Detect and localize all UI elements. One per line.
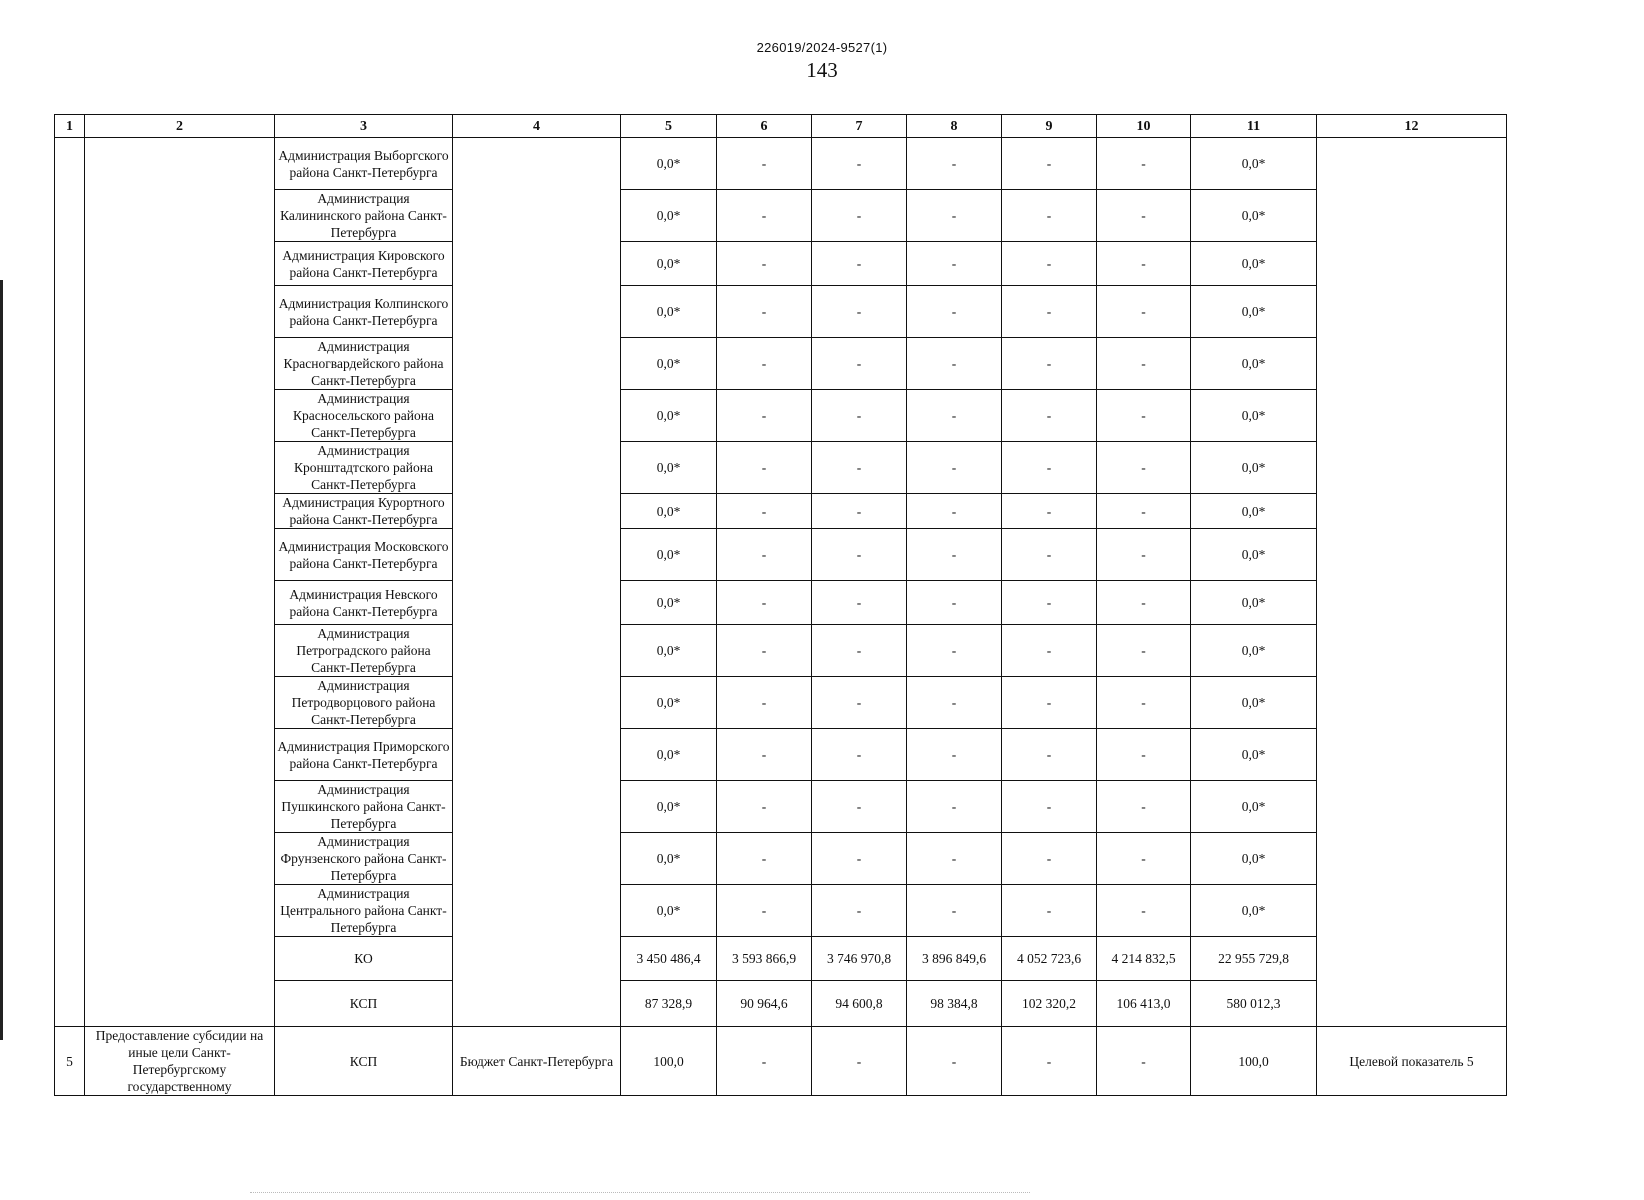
value-cell: 0,0* [1191,833,1317,885]
executor-cell: Администрация Московского района Санкт-Петербурга [275,529,453,581]
value-cell: 0,0* [621,494,717,529]
executor-cell: Администрация Курортного района Санкт-Петербурга [275,494,453,529]
executor-cell: Администрация Фрунзенского района Санкт-Петербурга [275,833,453,885]
total-value-cell: 3 593 866,9 [717,937,812,981]
value-cell: - [717,529,812,581]
executor-cell: Администрация Невского района Санкт-Петербурга [275,581,453,625]
value-cell: - [717,581,812,625]
value-cell: 0,0* [621,190,717,242]
value-cell: - [1097,442,1191,494]
value-cell: - [717,494,812,529]
column-header: 7 [812,115,907,138]
program-name-cell [85,138,275,1027]
value-cell: 0,0* [1191,286,1317,338]
value-cell: - [907,390,1002,442]
program-row-5 [55,1027,1507,1096]
value-cell: - [1097,338,1191,390]
value-cell: - [907,729,1002,781]
column-header: 5 [621,115,717,138]
value-cell: 0,0* [1191,138,1317,190]
document-id: 226019/2024-9527(1) [756,40,888,55]
value-cell: - [1002,442,1097,494]
executor-cell: Администрация Петроградского района Санкт-Петербурга [275,625,453,677]
value-cell: - [1002,885,1097,937]
total-label-cell: КО [275,937,453,981]
value-cell: 0,0* [621,390,717,442]
value-cell: - [1002,1027,1097,1096]
value-cell: - [812,1027,907,1096]
value-cell: - [1002,729,1097,781]
value-cell: 0,0* [1191,581,1317,625]
value-cell: - [812,677,907,729]
total-value-cell: 102 320,2 [1002,981,1097,1027]
value-cell: 0,0* [1191,529,1317,581]
executor-cell: Администрация Кировского района Санкт-Петербурга [275,242,453,286]
value-cell: - [1002,242,1097,286]
value-cell: - [717,138,812,190]
value-cell: 0,0* [621,286,717,338]
value-cell: - [717,442,812,494]
value-cell: - [907,442,1002,494]
executor-cell: КСП [275,1027,453,1096]
value-cell: - [907,286,1002,338]
indicator-cell: Целевой показатель 5 [1317,1027,1507,1096]
executor-cell: Администрация Петродворцового района Санкт-Петербурга [275,677,453,729]
value-cell: - [812,338,907,390]
value-cell: - [1002,529,1097,581]
value-cell: - [717,242,812,286]
column-header: 9 [1002,115,1097,138]
value-cell: - [1097,242,1191,286]
value-cell: 0,0* [1191,442,1317,494]
value-cell: - [717,677,812,729]
value-cell: 0,0* [621,529,717,581]
value-cell: 0,0* [1191,677,1317,729]
executor-cell: Администрация Пушкинского района Санкт-Петербурга [275,781,453,833]
value-cell: 0,0* [621,833,717,885]
value-cell: - [1002,494,1097,529]
value-cell: - [1097,781,1191,833]
value-cell: - [812,242,907,286]
total-value-cell: 87 328,9 [621,981,717,1027]
column-number-row [55,115,1507,138]
total-value-cell: 22 955 729,8 [1191,937,1317,981]
value-cell: - [1097,581,1191,625]
value-cell: 0,0* [621,581,717,625]
column-header: 10 [1097,115,1191,138]
value-cell: 0,0* [1191,338,1317,390]
value-cell: 100,0 [1191,1027,1317,1096]
value-cell: - [1097,729,1191,781]
value-cell: - [907,242,1002,286]
value-cell: - [1097,677,1191,729]
value-cell: 0,0* [621,442,717,494]
value-cell: - [717,729,812,781]
value-cell: - [717,833,812,885]
value-cell: - [907,781,1002,833]
indicator-cell [1317,138,1507,1027]
scan-edge-line [0,280,3,1040]
column-header: 3 [275,115,453,138]
value-cell: - [907,494,1002,529]
total-value-cell: 94 600,8 [812,981,907,1027]
value-cell: - [907,885,1002,937]
value-cell: 0,0* [621,138,717,190]
value-cell: - [812,581,907,625]
total-value-cell: 4 214 832,5 [1097,937,1191,981]
value-cell: - [812,442,907,494]
table-row [55,138,1507,190]
row-number-cell [55,138,85,1027]
total-value-cell: 90 964,6 [717,981,812,1027]
value-cell: 0,0* [1191,242,1317,286]
value-cell: - [812,190,907,242]
value-cell: - [1002,833,1097,885]
value-cell: 0,0* [1191,190,1317,242]
value-cell: - [717,885,812,937]
total-value-cell: 98 384,8 [907,981,1002,1027]
value-cell: 0,0* [621,885,717,937]
column-header: 6 [717,115,812,138]
executor-cell: Администрация Красносельского района Санкт-Петербурга [275,390,453,442]
value-cell: - [1002,338,1097,390]
column-header: 12 [1317,115,1507,138]
value-cell: - [907,138,1002,190]
executor-cell: Администрация Приморского района Санкт-Петербурга [275,729,453,781]
page-number: 143 [806,58,838,82]
value-cell: - [717,286,812,338]
executor-cell: Администрация Выборгского района Санкт-Петербурга [275,138,453,190]
total-value-cell: 4 052 723,6 [1002,937,1097,981]
value-cell: 0,0* [1191,781,1317,833]
scan-artifact-line [250,1192,1030,1194]
value-cell: - [717,338,812,390]
value-cell: 0,0* [621,677,717,729]
value-cell: - [812,138,907,190]
total-value-cell: 3 896 849,6 [907,937,1002,981]
value-cell: - [907,529,1002,581]
value-cell: - [812,885,907,937]
value-cell: - [1097,1027,1191,1096]
value-cell: - [1097,833,1191,885]
value-cell: 0,0* [1191,494,1317,529]
value-cell: - [1097,190,1191,242]
total-value-cell: 580 012,3 [1191,981,1317,1027]
value-cell: - [1002,390,1097,442]
value-cell: - [812,286,907,338]
value-cell: 0,0* [1191,625,1317,677]
value-cell: - [1097,138,1191,190]
executor-cell: Администрация Центрального района Санкт-Петербурга [275,885,453,937]
budget-table [54,114,1507,1096]
value-cell: - [812,529,907,581]
value-cell: 100,0 [621,1027,717,1096]
total-label-cell: КСП [275,981,453,1027]
column-header: 2 [85,115,275,138]
value-cell: - [1002,781,1097,833]
value-cell: - [907,338,1002,390]
value-cell: 0,0* [621,242,717,286]
value-cell: 0,0* [1191,729,1317,781]
value-cell: - [812,833,907,885]
value-cell: - [717,781,812,833]
executor-cell: Администрация Колпинского района Санкт-Петербурга [275,286,453,338]
value-cell: - [1097,625,1191,677]
total-value-cell: 3 746 970,8 [812,937,907,981]
value-cell: - [717,1027,812,1096]
column-header: 4 [453,115,621,138]
value-cell: 0,0* [621,625,717,677]
value-cell: - [812,729,907,781]
value-cell: - [717,190,812,242]
value-cell: - [1002,138,1097,190]
value-cell: - [907,677,1002,729]
value-cell: - [907,1027,1002,1096]
value-cell: - [1002,286,1097,338]
value-cell: - [812,390,907,442]
value-cell: 0,0* [1191,885,1317,937]
total-value-cell: 106 413,0 [1097,981,1191,1027]
value-cell: 0,0* [621,338,717,390]
funding-source-cell [453,138,621,1027]
row-number-cell: 5 [55,1027,85,1096]
value-cell: 0,0* [621,781,717,833]
value-cell: - [717,390,812,442]
executor-cell: Администрация Кронштадтского района Санкт-Петербурга [275,442,453,494]
value-cell: - [907,625,1002,677]
value-cell: - [1002,190,1097,242]
value-cell: - [1097,390,1191,442]
column-header: 1 [55,115,85,138]
column-header: 11 [1191,115,1317,138]
executor-cell: Администрация Красногвардейского района Санкт-Петербурга [275,338,453,390]
value-cell: - [1002,581,1097,625]
value-cell: - [1002,625,1097,677]
program-name-cell: Предоставление субсидии на иные цели Санкт-Петербургскому государственному [85,1027,275,1096]
total-value-cell: 3 450 486,4 [621,937,717,981]
value-cell: - [1097,529,1191,581]
value-cell: - [907,581,1002,625]
value-cell: - [1097,286,1191,338]
value-cell: - [907,190,1002,242]
value-cell: - [907,833,1002,885]
value-cell: 0,0* [621,729,717,781]
value-cell: 0,0* [1191,390,1317,442]
executor-cell: Администрация Калининского района Санкт-Петербурга [275,190,453,242]
value-cell: - [1097,885,1191,937]
value-cell: - [1097,494,1191,529]
value-cell: - [717,625,812,677]
value-cell: - [812,625,907,677]
column-header: 8 [907,115,1002,138]
funding-source-cell: Бюджет Санкт-Петербурга [453,1027,621,1096]
value-cell: - [812,781,907,833]
value-cell: - [812,494,907,529]
value-cell: - [1002,677,1097,729]
